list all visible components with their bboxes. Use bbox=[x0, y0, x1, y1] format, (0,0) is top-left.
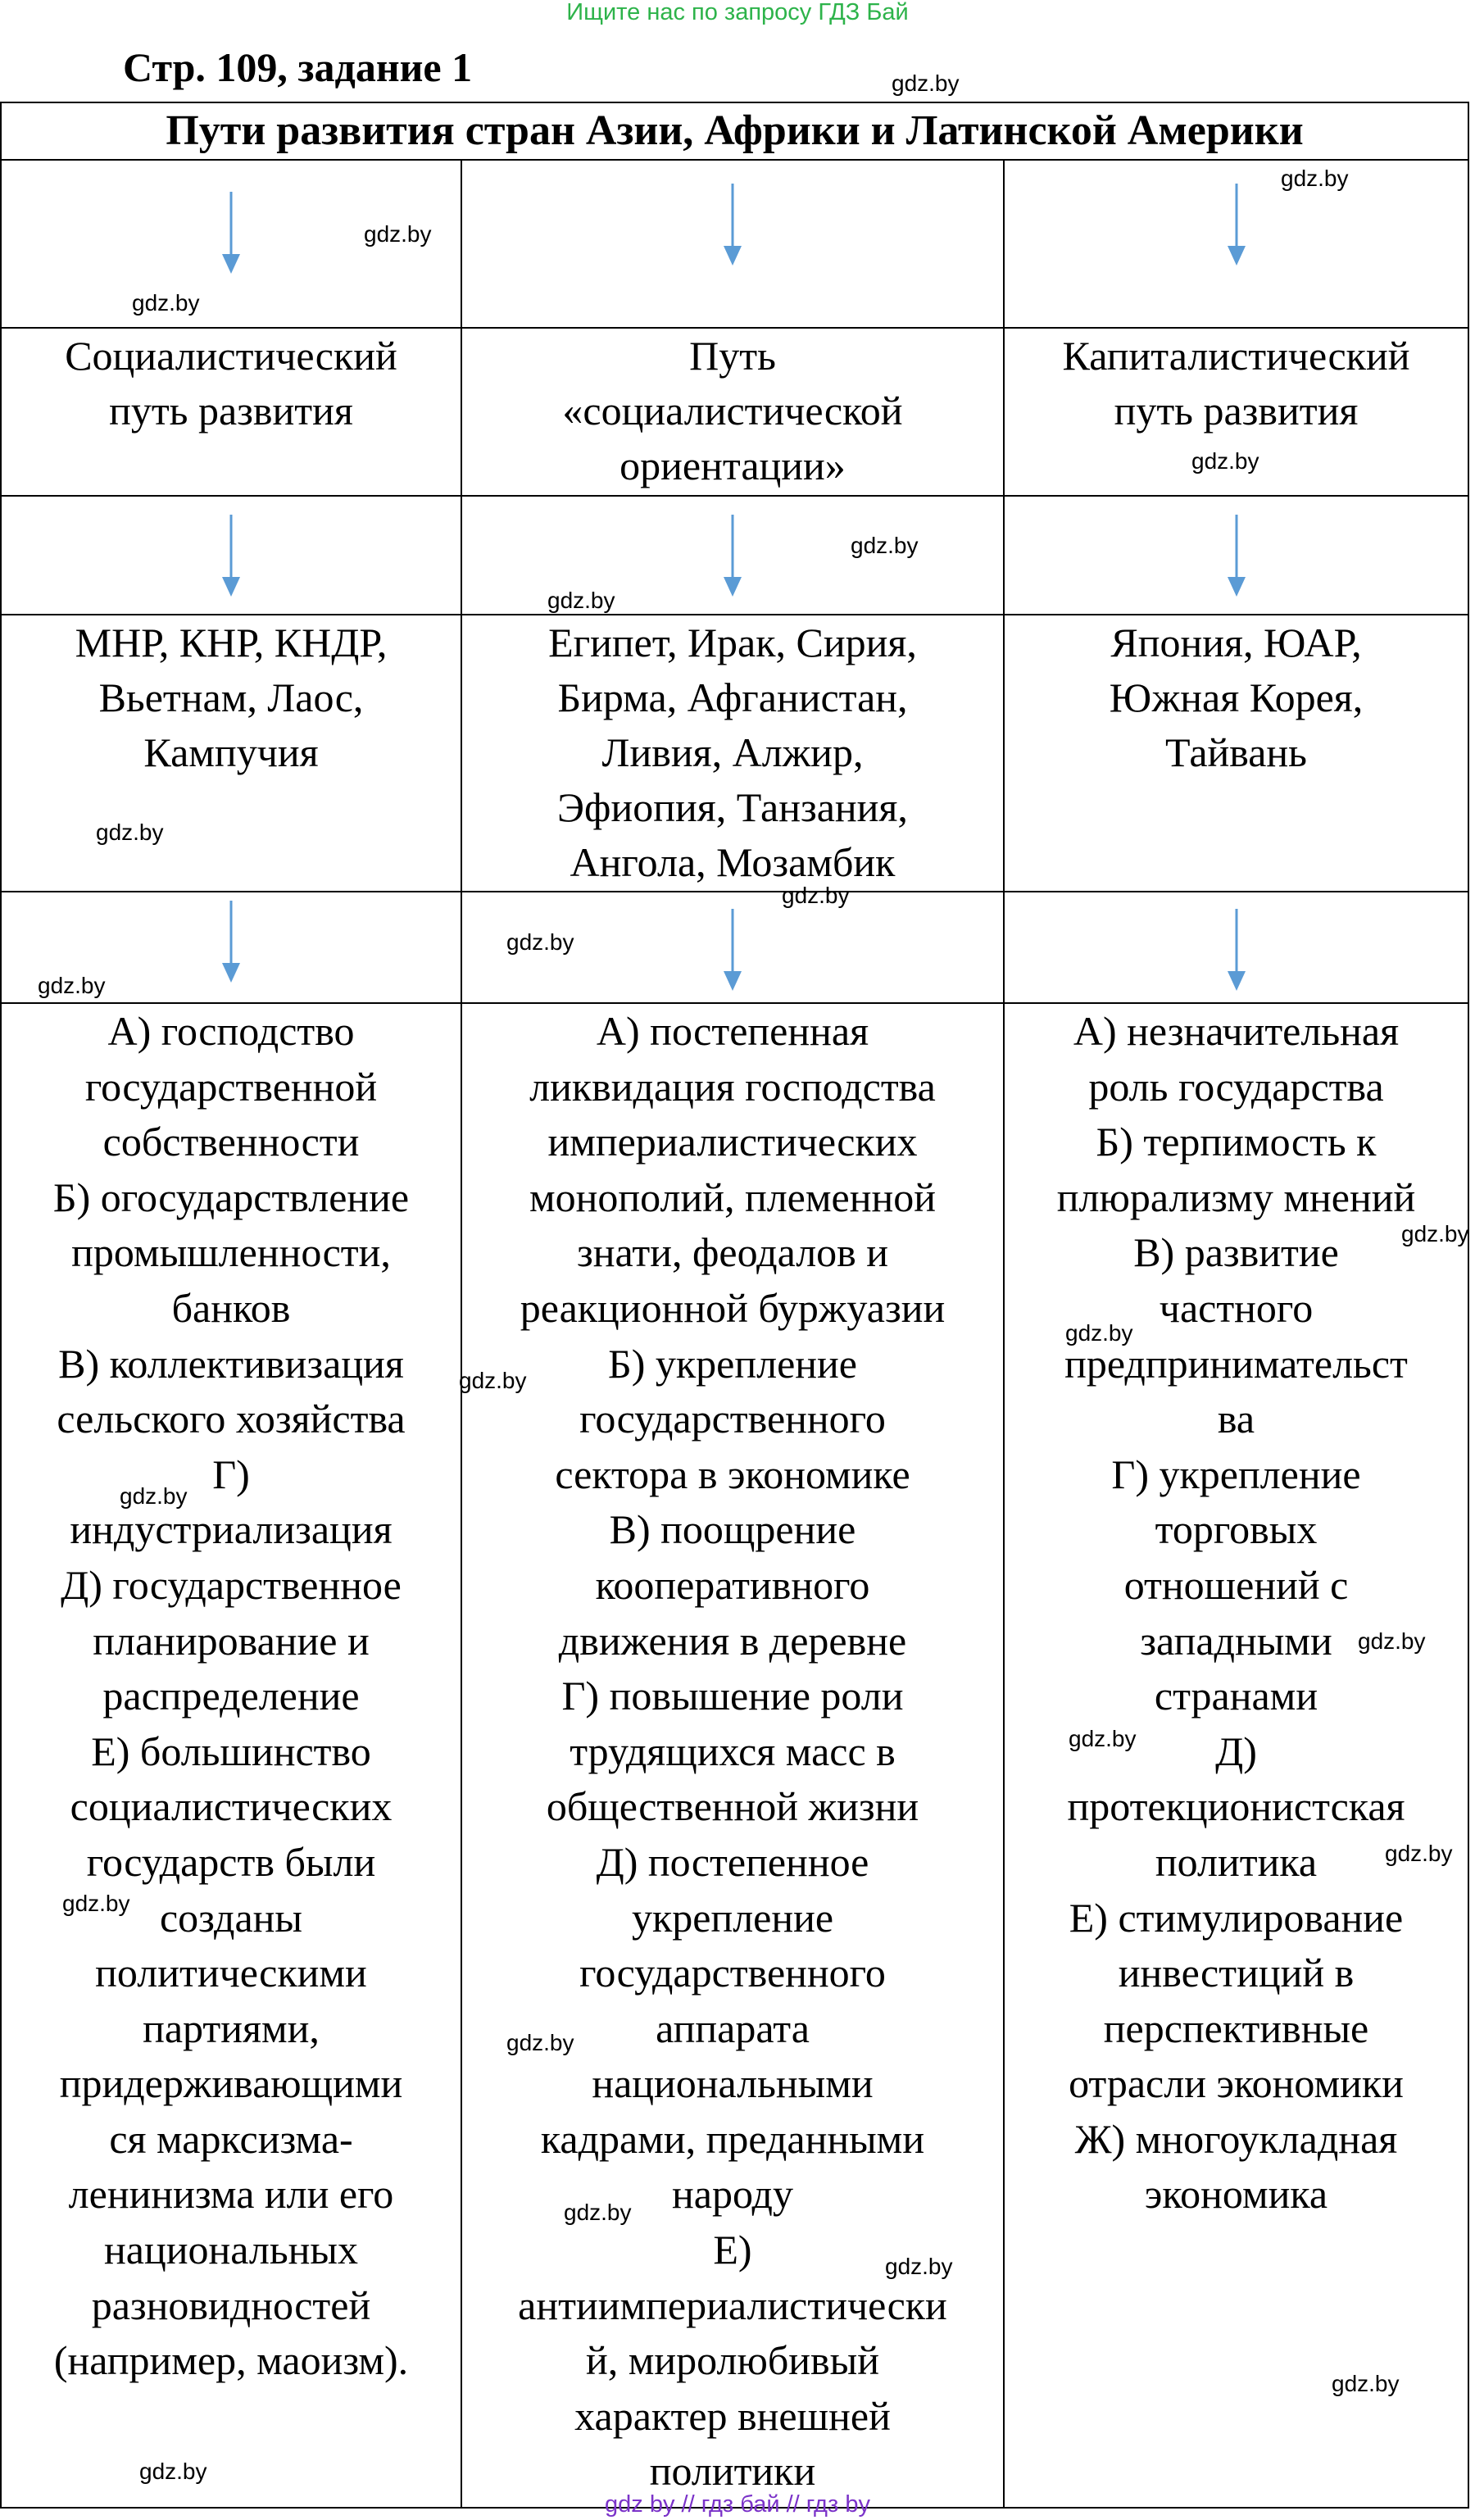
feature-text-line: В) поощрение bbox=[609, 1506, 856, 1553]
arrow-cell bbox=[1004, 892, 1468, 1003]
country-text-line: Южная Корея, bbox=[1109, 674, 1364, 720]
watermark: gdz.by bbox=[1191, 448, 1259, 474]
down-arrow-icon bbox=[720, 515, 745, 597]
watermark: gdz.by bbox=[1332, 2371, 1400, 2396]
feature-text-line: сельского хозяйства bbox=[57, 1396, 406, 1442]
watermark: gdz.by bbox=[1069, 1726, 1137, 1751]
feature-text-line: сектора в экономике bbox=[555, 1451, 910, 1497]
feature-text-line: кадрами, преданными bbox=[540, 2115, 925, 2162]
feature-text-line: западными bbox=[1140, 1617, 1332, 1664]
feature-text-line: движения в деревне bbox=[558, 1617, 907, 1664]
arrow-cell bbox=[461, 496, 1004, 615]
country-text-line: Вьетнам, Лаос, bbox=[98, 674, 364, 720]
path-text-line: «социалистической bbox=[562, 388, 903, 434]
feature-text-line: В) коллективизация bbox=[58, 1340, 404, 1387]
countries-socialist bbox=[1, 615, 461, 892]
path-socialist bbox=[1, 328, 461, 496]
watermark: gdz.by bbox=[1065, 1320, 1133, 1346]
feature-text-line: промышленности, bbox=[71, 1229, 391, 1276]
countries-capitalist bbox=[1004, 615, 1468, 892]
country-text-line: Эфиопия, Танзания, bbox=[557, 784, 908, 830]
feature-text-line: народу bbox=[672, 2171, 793, 2218]
watermark: gdz.by bbox=[459, 1368, 527, 1393]
feature-text-line: созданы bbox=[159, 1894, 303, 1941]
arrow-cell bbox=[1, 496, 461, 615]
feature-text-line: (например, маоизм). bbox=[53, 2337, 409, 2384]
path-text-line: Социалистический bbox=[65, 333, 397, 379]
arrow-cell bbox=[1004, 496, 1468, 615]
country-text-line: Ангола, Мозамбик bbox=[570, 839, 896, 885]
feature-text-line: перспективные bbox=[1103, 2005, 1369, 2051]
feature-text-line: государств были bbox=[86, 1838, 376, 1885]
watermark: gdz.by bbox=[139, 2459, 207, 2484]
country-text-line: Бирма, Афганистан, bbox=[557, 674, 908, 720]
watermark: gdz.by bbox=[38, 973, 106, 998]
feature-text-line: предпринимательст bbox=[1064, 1340, 1408, 1387]
watermark: gdz.by bbox=[1401, 1221, 1469, 1246]
arrow-cell bbox=[461, 160, 1004, 328]
footer-links[interactable]: gdz by // гдз бай // гдз by bbox=[605, 2491, 870, 2518]
page-heading: Стр. 109, задание 1 bbox=[123, 44, 473, 90]
country-text-line: Япония, ЮАР, bbox=[1110, 620, 1362, 665]
watermark: gdz.by bbox=[132, 290, 200, 316]
feature-text-line: государственного bbox=[579, 1396, 886, 1442]
path-text-line: путь развития bbox=[1114, 388, 1359, 434]
down-arrow-icon bbox=[720, 909, 745, 991]
feature-text-line: ся марксизма- bbox=[109, 2115, 353, 2162]
feature-text-line: В) развитие bbox=[1133, 1229, 1339, 1276]
feature-text-line: реакционной буржуазии bbox=[520, 1284, 946, 1331]
feature-text-line: Б) укрепление bbox=[608, 1340, 857, 1387]
feature-text-line: частного bbox=[1159, 1284, 1314, 1331]
table-title: Пути развития стран Азии, Африки и Латинской Америки bbox=[1, 102, 1468, 160]
feature-text-line: укрепление bbox=[631, 1894, 834, 1941]
features-socialist-orientation bbox=[461, 1003, 1004, 2508]
watermark: gdz.by bbox=[885, 2254, 953, 2279]
feature-text-line: антиимпериалистически bbox=[518, 2282, 947, 2328]
feature-text-line: политическими bbox=[95, 1950, 367, 1996]
feature-text-line: политика bbox=[1155, 1838, 1318, 1885]
feature-text-line: инвестиций в bbox=[1118, 1950, 1355, 1996]
features-capitalist bbox=[1004, 1003, 1468, 2508]
down-arrow-icon bbox=[720, 184, 745, 266]
feature-text-line: планирование и bbox=[93, 1617, 370, 1664]
feature-text-line: Г) повышение роли bbox=[561, 1673, 904, 1719]
feature-text-line: собственности bbox=[102, 1119, 360, 1165]
arrow-cell bbox=[1004, 160, 1468, 328]
feature-text-line: торговых bbox=[1155, 1506, 1318, 1553]
country-text-line: МНР, КНР, КНДР, bbox=[75, 620, 388, 665]
watermark: gdz.by bbox=[1358, 1628, 1426, 1654]
watermark: gdz.by bbox=[547, 588, 615, 613]
feature-text-line: экономика bbox=[1144, 2171, 1328, 2218]
country-text-line: Египет, Ирак, Сирия, bbox=[548, 620, 917, 665]
feature-text-line: роль государства bbox=[1088, 1063, 1384, 1110]
feature-text-line: индустриализация bbox=[70, 1506, 393, 1553]
country-text-line: Ливия, Алжир, bbox=[601, 729, 864, 775]
feature-text-line: знати, феодалов и bbox=[576, 1229, 889, 1276]
feature-text-line: банков bbox=[171, 1284, 291, 1331]
path-text-line: ориентации» bbox=[620, 443, 846, 488]
country-text-line: Кампучия bbox=[143, 729, 319, 775]
path-text-line: Капиталистический bbox=[1062, 333, 1410, 379]
watermark: gdz.by bbox=[62, 1891, 130, 1916]
watermark: gdz.by bbox=[892, 70, 960, 96]
path-socialist-orientation bbox=[461, 328, 1004, 496]
feature-text-line: отношений с bbox=[1123, 1561, 1349, 1608]
watermark: gdz.by bbox=[782, 883, 850, 908]
feature-text-line: империалистических bbox=[547, 1119, 918, 1165]
feature-text-line: разновидностей bbox=[91, 2282, 371, 2328]
path-text-line: Путь bbox=[689, 333, 776, 379]
down-arrow-icon bbox=[219, 515, 243, 597]
feature-text-line: государственного bbox=[579, 1950, 886, 1996]
feature-text-line: А) господство bbox=[107, 1008, 355, 1054]
watermark: gdz.by bbox=[506, 2030, 574, 2055]
feature-text-line: й, миролюбивый bbox=[586, 2337, 879, 2384]
feature-text-line: Е) стимулирование bbox=[1069, 1894, 1404, 1941]
down-arrow-icon bbox=[1224, 184, 1249, 266]
feature-text-line: национальных bbox=[104, 2227, 358, 2273]
top-banner[interactable]: Ищите нас по запросу ГДЗ Бай bbox=[566, 0, 909, 25]
feature-text-line: трудящихся масс в bbox=[570, 1728, 896, 1774]
feature-text-line: государственной bbox=[84, 1063, 378, 1110]
feature-text-line: социалистических bbox=[70, 1783, 393, 1830]
features-socialist bbox=[1, 1003, 461, 2508]
down-arrow-icon bbox=[1224, 909, 1249, 991]
feature-text-line: партиями, bbox=[143, 2005, 320, 2051]
down-arrow-icon bbox=[219, 901, 243, 983]
watermark: gdz.by bbox=[851, 533, 919, 558]
watermark: gdz.by bbox=[1281, 166, 1349, 191]
feature-text-line: Е) большинство bbox=[91, 1728, 371, 1774]
feature-text-line: отрасли экономики bbox=[1069, 2060, 1404, 2107]
feature-text-line: характер внешней bbox=[574, 2392, 891, 2439]
feature-text-line: А) постепенная bbox=[596, 1008, 869, 1054]
feature-text-line: плюрализму мнений bbox=[1056, 1174, 1416, 1220]
feature-text-line: аппарата bbox=[656, 2005, 810, 2051]
feature-text-line: Б) огосударствление bbox=[52, 1174, 410, 1220]
country-text-line: Тайвань bbox=[1165, 729, 1307, 775]
path-text-line: путь развития bbox=[109, 388, 353, 434]
feature-text-line: Ж) многоукладная bbox=[1074, 2115, 1398, 2162]
feature-text-line: кооперативного bbox=[595, 1561, 870, 1608]
feature-text-line: Г) bbox=[212, 1451, 250, 1497]
watermark: gdz.by bbox=[96, 820, 164, 845]
feature-text-line: общественной жизни bbox=[546, 1783, 919, 1830]
down-arrow-icon bbox=[1224, 515, 1249, 597]
feature-text-line: придерживающими bbox=[59, 2060, 403, 2107]
feature-text-line: Д) государственное bbox=[61, 1561, 402, 1608]
feature-text-line: ленинизма или его bbox=[68, 2171, 394, 2218]
feature-text-line: политики bbox=[649, 2448, 816, 2495]
watermark: gdz.by bbox=[1385, 1841, 1453, 1866]
feature-text-line: Б) терпимость к bbox=[1096, 1119, 1377, 1165]
feature-text-line: национальными bbox=[592, 2060, 874, 2107]
feature-text-line: А) незначительная bbox=[1073, 1008, 1400, 1054]
watermark: gdz.by bbox=[120, 1483, 188, 1509]
feature-text-line: монополий, племенной bbox=[529, 1174, 936, 1220]
feature-text-line: Д) bbox=[1215, 1728, 1257, 1774]
feature-text-line: ва bbox=[1217, 1396, 1255, 1442]
feature-text-line: протекционистская bbox=[1067, 1783, 1405, 1830]
down-arrow-icon bbox=[219, 192, 243, 274]
watermark: gdz.by bbox=[364, 221, 432, 247]
watermark: gdz.by bbox=[564, 2200, 632, 2225]
feature-text-line: ликвидация господства bbox=[529, 1063, 936, 1110]
countries-socialist-orientation bbox=[461, 615, 1004, 892]
feature-text-line: Е) bbox=[713, 2227, 752, 2273]
feature-text-line: распределение bbox=[102, 1673, 360, 1719]
feature-text-line: Д) постепенное bbox=[596, 1838, 869, 1885]
feature-text-line: Г) укрепление bbox=[1111, 1451, 1361, 1497]
feature-text-line: странами bbox=[1154, 1673, 1318, 1719]
watermark: gdz.by bbox=[506, 929, 574, 955]
